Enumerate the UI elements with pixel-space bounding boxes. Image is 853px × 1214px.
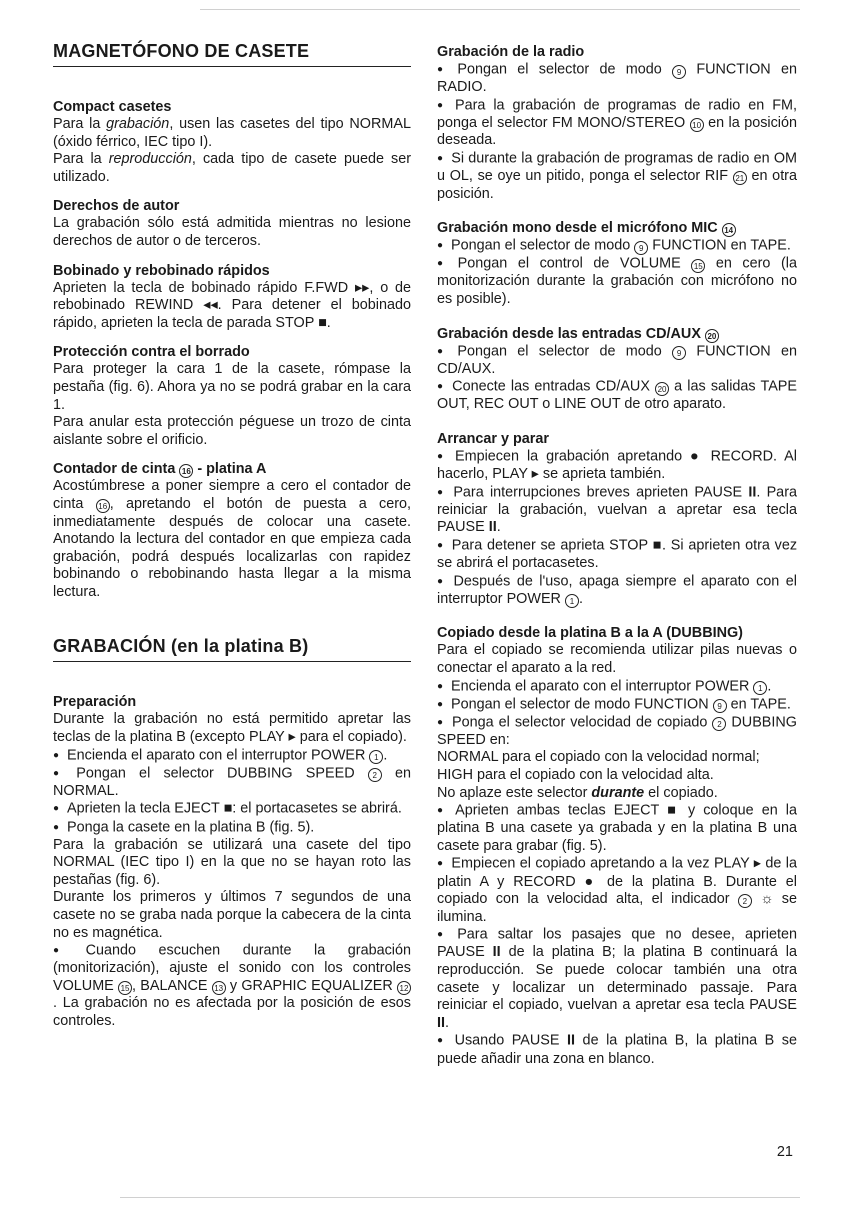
text: . Para reiniciar la grabación, vuelvan a apretar esa tecla PAUSE — [437, 484, 797, 536]
pause-icon: II — [492, 944, 501, 961]
pause-icon: II — [748, 484, 757, 501]
left-column — [53, 40, 411, 1031]
preparation-bullet-5 — [53, 942, 411, 1030]
text: . — [445, 1014, 449, 1031]
text: . La grabación no es afectada por la posición de esos controles. — [53, 995, 411, 1030]
preparation-text-2: Para la grabación se utilizará una casete del tipo NORMAL (IEC tipo I) en la que no se hayan roto las pestañas (fig. 6). — [53, 836, 411, 888]
preparation-heading: Preparación — [53, 694, 137, 711]
record-icon: ● — [584, 873, 599, 890]
winding-heading: Bobinado y rebobinado rápidos — [53, 262, 270, 279]
text: Para saltar los pasajes que no desee, aprieten PAUSE — [437, 926, 797, 961]
text: , usen las casetes del tipo NORMAL (óxido férrico, IEC tipo I). — [53, 116, 411, 150]
preparation-bullet-4: ● Ponga la casete en la platina B (fig. 5). — [53, 819, 411, 837]
tape-counter-text — [53, 478, 411, 601]
text: No aplaze este selector — [437, 784, 592, 801]
text: Para la — [53, 151, 109, 168]
text: se aprieta también. — [538, 466, 666, 483]
text: en la posición deseada. — [437, 114, 797, 149]
mic-bullet-1 — [437, 237, 797, 255]
section-title-recording: GRABACIÓN (en la platina B) — [53, 635, 411, 662]
text: . Para detener el bobinado rápido, aprieten la tecla de parada STOP — [53, 297, 411, 331]
text: y coloque en la platina B una casete ya grabada y en la platina B una casete para grabar (fig. 5). — [437, 802, 797, 854]
text: de la platina B; la platina B continuará la reproducción. Se puede colocar también una otra casete y localizar un determinado passaje. Para reiniciar el copiado, vuelvan a apretar esa tecla PAUSE — [437, 944, 797, 1014]
dubbing-bullet-7 — [437, 1032, 797, 1068]
text: . — [496, 519, 501, 536]
text: Pongan el selector de modo FUNCTION — [451, 696, 713, 713]
fast-forward-icon: ▸▸ — [354, 279, 370, 296]
dubbing-section — [437, 625, 797, 1068]
rewind-icon: ◂◂ — [203, 297, 218, 314]
erase-protection-text-2: Para anular esta protección péguese un trozo de cinta aislante sobre el orificio. — [53, 414, 411, 448]
text: . — [383, 747, 388, 764]
text: de la platin A y RECORD — [437, 855, 797, 890]
text: Cuando escuchen durante la grabación (monitorización), ajuste el sonido con los controles VOLUME — [53, 942, 411, 994]
winding-section — [53, 263, 411, 333]
erase-protection-heading: Protección contra el borrado — [53, 344, 250, 361]
compact-playback-text — [53, 151, 411, 186]
text: Después de l'uso, apaga siempre el aparato con el interruptor POWER — [437, 573, 797, 607]
text: Pongan el selector de modo — [457, 61, 673, 78]
preparation-text-3: Durante los primeros y últimos 7 segundos de una casete no se graba nada porque la cabecera de la cinta no es magnética. — [53, 889, 411, 941]
text: Para la — [53, 116, 107, 132]
radio-recording-heading: Grabación de la radio — [437, 44, 585, 60]
text: Acostúmbrese a poner siempre a cero el contador de cinta — [53, 478, 411, 512]
play-icon: ▸ — [531, 466, 539, 483]
control-number-icon: 2 — [738, 894, 752, 908]
control-number-icon: 12 — [397, 981, 411, 995]
control-number-icon: 15 — [691, 259, 705, 273]
text: FUNCTION en RADIO. — [437, 61, 797, 96]
erase-protection-text-1: Para proteger la cara 1 de la casete, rómpase la pestaña (fig. 6). Ahora ya no se podrá grabar en la cara 1. — [53, 361, 411, 413]
dubbing-heading: Copiado desde la platina B a la A (DUBBING) — [437, 625, 743, 642]
preparation-bullet-2 — [53, 765, 411, 801]
text: Encienda el aparato con el interruptor POWER — [67, 747, 370, 764]
pause-icon: II — [488, 519, 497, 536]
text: Conecte las entradas CD/AUX — [452, 378, 656, 395]
text: , o de rebobinado REWIND — [53, 279, 412, 314]
text: Empiecen la grabación apretando — [455, 448, 691, 465]
text: . — [578, 590, 583, 607]
control-number-icon: 20 — [655, 382, 669, 396]
text: Contador de cinta — [53, 461, 180, 478]
control-number-icon: 1 — [369, 750, 383, 764]
aux-recording-section — [437, 326, 797, 414]
text: se ilumina. — [437, 891, 798, 925]
control-number-icon: 13 — [212, 981, 226, 995]
eject-icon: ■ — [223, 800, 233, 817]
text: Aprieten ambas teclas EJECT — [455, 802, 668, 819]
copyright-text: La grabación sólo está admitida mientras no lesione derechos de autor o de terceros. — [53, 215, 411, 249]
text: el copiado. — [644, 784, 718, 801]
preparation-bullet-1 — [53, 747, 411, 765]
text: DUBBING SPEED en: — [437, 714, 797, 748]
erase-protection-section — [53, 344, 411, 449]
text: , BALANCE — [132, 977, 212, 994]
text: . Si aprieten otra vez se abrirá el portacasetes. — [437, 537, 798, 572]
text: Para interrupciones breves aprieten PAUSE — [453, 484, 749, 501]
dubbing-text-1: Para el copiado se recomienda utilizar pilas nuevas o conectar el aparato a la red. — [437, 642, 797, 676]
text: Pongan el selector de modo — [457, 343, 673, 360]
start-bullet-1 — [437, 448, 797, 484]
aux-recording-heading — [437, 326, 797, 343]
dubbing-text-high: HIGH para el copiado con la velocidad alta. — [437, 767, 714, 783]
compact-cassettes-section — [53, 99, 411, 186]
section-title-cassette: MAGNETÓFONO DE CASETE — [53, 40, 411, 67]
text-emphasis: durante — [591, 784, 645, 801]
text: de la platina B. Durante el copiado con la velocidad alta, el indicador — [437, 873, 797, 908]
play-icon: ▸ — [753, 855, 762, 872]
control-number-icon: 9 — [634, 241, 648, 255]
text: Si durante la grabación de programas de radio en OM u OL, se oye un pitido, ponga el selector RIF — [437, 150, 797, 185]
dubbing-bullet-4 — [437, 802, 797, 855]
text: , apretando el botón de puesta a cero, inmediatamente después de colocar una casete. Anotando la lectura del contador en que empieza cada grabación, podrá después localizarlas con rapidez bobinando o rebobinando hasta llegar a la misma lectura. — [53, 495, 411, 600]
copyright-heading: Derechos de autor — [53, 198, 180, 215]
compact-cassettes-heading: Compact casetes — [53, 99, 172, 115]
control-number-icon: 15 — [118, 981, 132, 995]
text: Grabación mono desde el micrófono MIC — [437, 220, 722, 237]
text: Ponga el selector velocidad de copiado — [452, 714, 713, 731]
radio-bullet-2 — [437, 97, 797, 150]
mic-recording-section — [437, 220, 797, 308]
right-column — [437, 44, 797, 1068]
copyright-section — [53, 198, 411, 250]
dubbing-text-note — [437, 785, 797, 803]
winding-text — [53, 280, 411, 333]
start-stop-heading: Arrancar y parar — [437, 431, 549, 447]
control-number-icon: 10 — [690, 118, 704, 132]
indicator-light-icon: ☼ — [760, 891, 774, 908]
stop-icon: ■ — [652, 537, 663, 554]
text: en NORMAL. — [53, 765, 411, 799]
text: Empiecen el copiado apretando a la vez PLAY — [451, 855, 754, 872]
start-bullet-4 — [437, 573, 797, 609]
radio-bullet-3 — [437, 150, 797, 203]
pause-icon: II — [437, 1014, 445, 1031]
text: en otra posición. — [437, 168, 797, 202]
preparation-bullet-3 — [53, 800, 411, 818]
text: FUNCTION en TAPE. — [648, 237, 791, 254]
aux-bullet-1 — [437, 343, 797, 379]
text: a las salidas TAPE OUT, REC OUT o LINE OUT de otro aparato. — [437, 378, 797, 413]
page-number: 21 — [776, 1144, 793, 1160]
text: Encienda el aparato con el interruptor POWER — [451, 678, 754, 695]
compact-recording-text — [53, 116, 411, 151]
scan-edge-top — [200, 9, 800, 10]
tape-counter-section — [53, 461, 411, 601]
text: . — [326, 314, 331, 331]
control-number-icon: 1 — [753, 681, 767, 695]
text: y GRAPHIC EQUALIZER — [225, 977, 397, 994]
preparation-text-1 — [53, 711, 411, 746]
text-emphasis: reproducción — [108, 151, 192, 168]
dubbing-bullet-3 — [437, 714, 797, 750]
radio-bullet-1 — [437, 61, 797, 97]
eject-icon: ■ — [667, 802, 680, 819]
text: Aprieten la tecla de bobinado rápido F.FWD — [53, 279, 355, 296]
record-icon: ● — [690, 448, 703, 465]
text-emphasis: grabación — [106, 116, 170, 132]
text: Para la grabación de programas de radio en FM, ponga el selector FM MONO/STEREO — [437, 97, 797, 131]
control-number-icon: 2 — [712, 717, 726, 731]
control-number-icon: 16 — [96, 499, 110, 513]
pause-icon: II — [567, 1032, 576, 1049]
mic-recording-heading — [437, 220, 797, 237]
text: Aprieten la tecla EJECT — [67, 800, 224, 817]
text: en TAPE. — [726, 696, 791, 713]
text: Para detener se aprieta STOP — [451, 537, 653, 554]
text: Pongan el selector de modo — [451, 237, 635, 254]
control-number-icon: 9 — [672, 346, 686, 360]
control-number-icon: 14 — [722, 223, 736, 237]
play-icon: ▸ — [288, 729, 296, 746]
text: Durante la grabación no está permitido apretar las teclas de la platina B (excepto PLAY — [53, 711, 411, 746]
text: para el copiado). — [295, 729, 407, 746]
dubbing-bullet-5 — [437, 855, 797, 926]
text: RECORD. Al hacerlo, PLAY — [437, 448, 797, 483]
mic-bullet-2 — [437, 255, 797, 308]
dubbing-bullet-1 — [437, 678, 797, 696]
text: Usando PAUSE — [454, 1032, 568, 1049]
scan-edge-bottom — [120, 1197, 800, 1198]
control-number-icon: 16 — [179, 464, 193, 478]
text: de la platina B, la platina B se puede añadir una zona en blanco. — [437, 1032, 797, 1067]
radio-recording-section — [437, 44, 797, 203]
text: - platina A — [193, 461, 267, 478]
preparation-section — [53, 694, 411, 1030]
start-stop-section — [437, 431, 797, 608]
dubbing-text-normal: NORMAL para el copiado con la velocidad normal; — [437, 749, 760, 766]
text: Pongan el selector DUBBING SPEED — [76, 765, 368, 782]
start-bullet-2 — [437, 484, 797, 537]
control-number-icon: 20 — [705, 329, 719, 343]
tape-counter-heading — [53, 461, 411, 478]
text: Pongan el control de VOLUME — [457, 255, 692, 272]
text: FUNCTION en CD/AUX. — [437, 343, 797, 377]
dubbing-bullet-6 — [437, 926, 797, 1032]
start-bullet-3 — [437, 537, 797, 573]
control-number-icon: 21 — [733, 171, 747, 185]
dubbing-bullet-2 — [437, 696, 797, 714]
control-number-icon: 1 — [565, 594, 579, 608]
control-number-icon: 2 — [368, 768, 382, 782]
text: : el portacasetes se abrirá. — [232, 800, 402, 817]
text: en cero (la monitorización durante la grabación con micrófono no es posible). — [437, 255, 797, 308]
text: Grabación desde las entradas CD/AUX — [437, 325, 705, 342]
control-number-icon: 9 — [672, 65, 686, 79]
text: , cada tipo de casete puede ser utilizado. — [53, 151, 411, 185]
control-number-icon: 9 — [713, 699, 727, 713]
text: . — [767, 678, 772, 695]
aux-bullet-2 — [437, 378, 797, 414]
stop-icon: ■ — [318, 314, 327, 331]
